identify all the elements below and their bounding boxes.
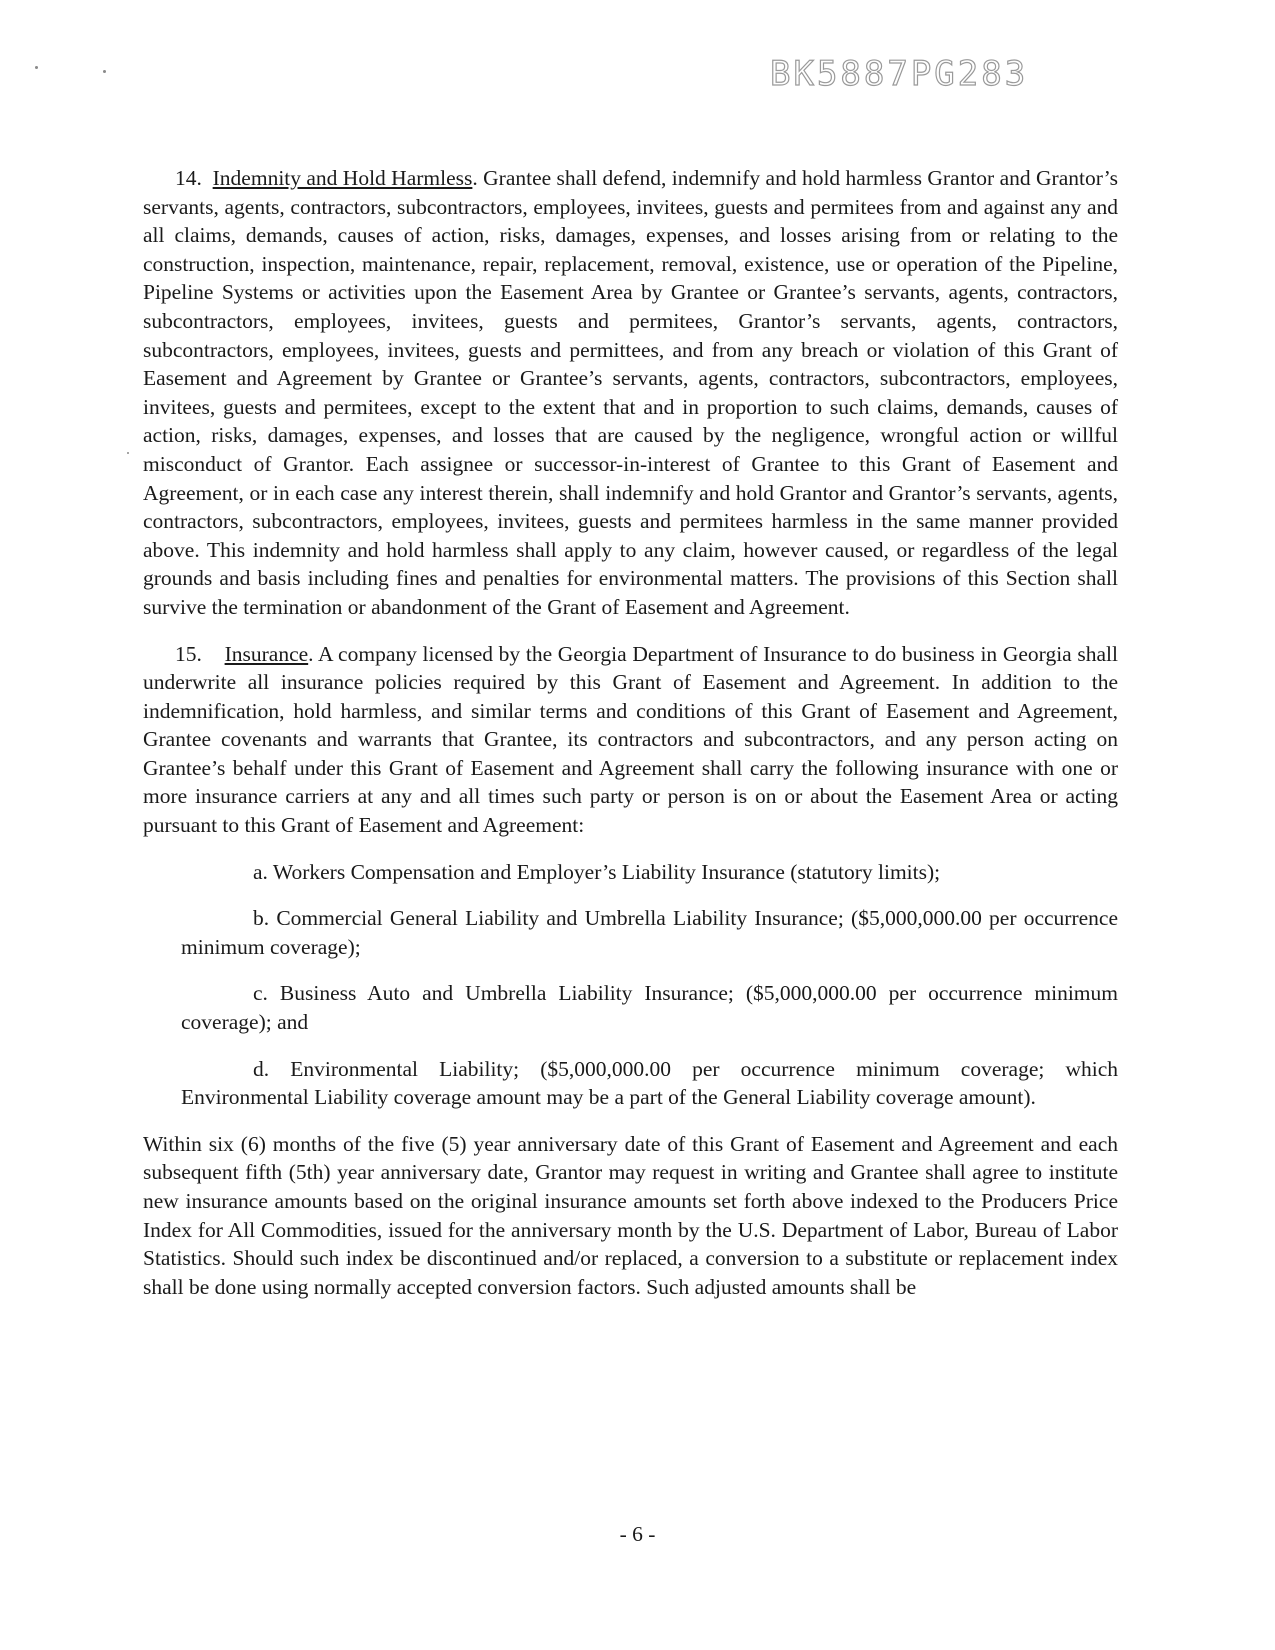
scan-mark [103,70,106,73]
scan-mark [127,452,129,454]
section-text: . Grantee shall defend, indemnify and hold harmless Grantor and Grantor’s servants, agents, contractors, subcontractors, employees, invitees, guests and permitees from and against any and all claims, demands, causes of action, risks, damages, expenses, and losses arising from or relating to the construction, inspection, maintenance, repair, replacement, removal, existence, use or operation of the Pipeline, Pipeline Systems or activities upon the Easement Area by Grantee or Grantee’s servants, agents, contractors, subcontractors, employees, invitees, guests and permitees, Grantor’s servants, agents, contractors, subcontractors, employees, invitees, guests and permittees, and from any breach or violation of this Grant of Easement and Agreement by Grantee or Grantee’s servants, agents, contractors, subcontractors, employees, invitees, guests and permitees, except to the extent that and in proportion to such claims, demands, causes of action, risks, damages, expenses, and losses that are caused by the negligence, wrongful action or willful misconduct of Grantor. Each assignee or successor-in-interest of Grantee to this Grant of Easement and Agreement, or in each case any interest therein, shall indemnify and hold Grantor and Grantor’s servants, agents, contractors, subcontractors, employees, invitees, guests and permitees harmless in the same manner provided above. This indemnity and hold harmless shall apply to any claim, however caused, or regardless of the legal grounds and basis including fines and penalties for environmental matters. The provisions of this Section shall survive the termination or abandonment of the Grant of Easement and Agreement. [143,166,1119,619]
insurance-item-b: b. Commercial General Liability and Umbrella Liability Insurance; ($5,000,000.00 per occurrence minimum coverage); [181,906,1118,959]
insurance-item-a: a. Workers Compensation and Employer’s Liability Insurance (statutory limits); [253,859,941,884]
insurance-item-c: c. Business Auto and Umbrella Liability Insurance; ($5,000,000.00 per occurrence minimum coverage); and [181,981,1118,1035]
section-heading: Insurance [224,641,309,666]
paragraph-gap [143,961,1118,979]
paragraph-gap [143,1037,1118,1055]
book-page-stamp: BK5887PG283 [770,54,1029,94]
paragraph-gap [143,1112,1118,1130]
section-number: 15. [175,641,202,666]
closing-paragraph: Within six (6) months of the five (5) year anniversary date of this Grant of Easement and Agreement and each subsequent fifth (5th) year anniversary date, Grantor may request in writing and Grantee shall agree to institute new insurance amounts based on the original insurance amounts set forth above indexed to the Producers Price Index for All Commodities, issued for the anniversary month by the U.S. Department of Labor, Bureau of Labor Statistics. Should such index be discontinued and/or replaced, a conversion to a substitute or replacement index shall be done using normally accepted conversion factors. Such adjusted amounts shall be [143,1131,1118,1299]
section-text: . A company licensed by the Georgia Department of Insurance to do business in Georgia shall underwrite all insurance policies required by this Grant of Easement and Agreement. In addition to the indemnification, hold harmless, and similar terms and conditions of this Grant of Easement and Agreement, Grantee covenants and warrants that Grantee, its contractors and subcontractors, and any person acting on Grantee’s behalf under this Grant of Easement and Agreement shall carry the following insurance with one or more insurance carriers at any and all times such party or person is on or about the Easement Area or acting pursuant to this Grant of Easement and Agreement: [143,641,1118,838]
document-body [143,164,1118,1301]
paragraph-gap [143,886,1118,904]
section-heading: Indemnity and Hold Harmless [212,166,473,190]
section-14-paragraph [143,164,1118,622]
paragraph-gap [143,840,1118,858]
insurance-item-d: d. Environmental Liability; ($5,000,000.00 per occurrence minimum coverage; which Environmental Liability coverage amount may be a part of the General Liability coverage amount). [181,1056,1118,1110]
section-number: 14. [175,166,202,190]
page-number: - 6 - [619,1522,656,1546]
paragraph-gap [143,622,1118,640]
section-15-paragraph [143,640,1118,840]
scan-mark [35,66,38,69]
